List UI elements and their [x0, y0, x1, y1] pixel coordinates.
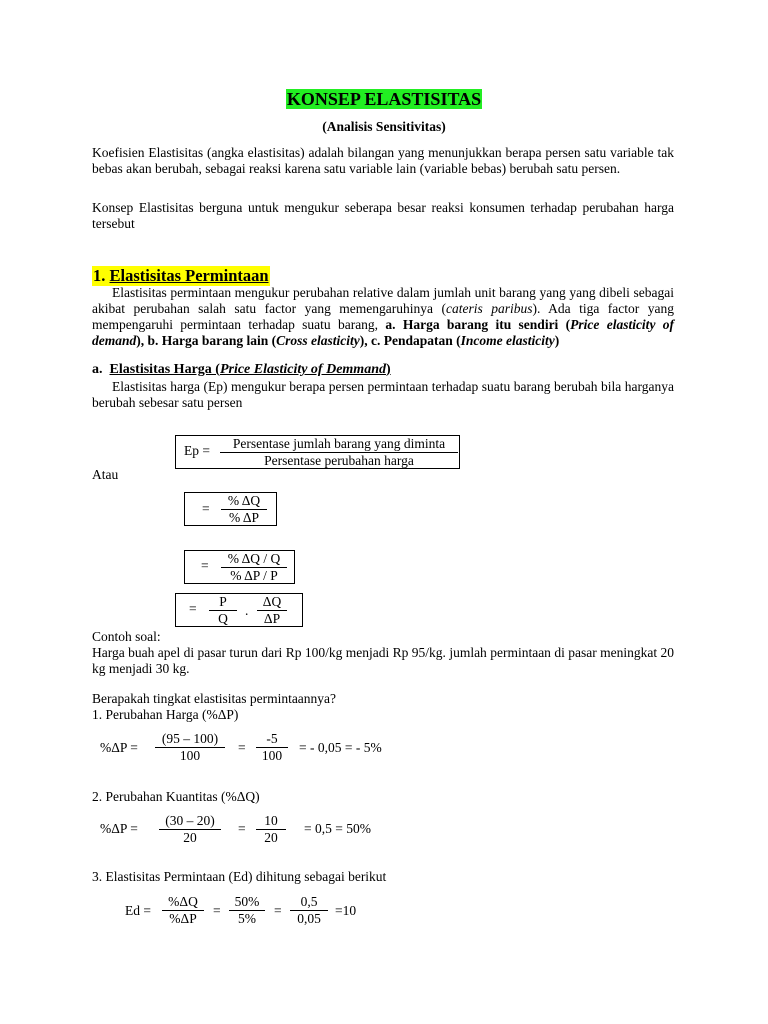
page-title: KONSEP ELASTISITAS: [286, 89, 482, 109]
step-3-label: 3. Elastisitas Permintaan (Ed) dihitung sebagai berikut: [92, 869, 387, 884]
subsection-a-heading: a. Elastisitas Harga (Price Elasticity of Demmand): [92, 362, 391, 377]
formula-3-eq: =: [201, 558, 209, 573]
formula-2-fraction: $\frac{\% \Delta Q}{\% \Delta P}$: [221, 493, 267, 526]
formula-4-dot: .: [245, 603, 249, 618]
formula-4-eq: =: [189, 601, 197, 616]
formula-ep-label: Ep =: [184, 443, 210, 458]
step-2-fraction-1: $\frac{(30 - 20)}{20}$: [159, 813, 221, 846]
step-1-fraction-2: $\frac{-5}{100}$: [256, 731, 288, 764]
step-3-lhs: Ed =: [125, 903, 151, 918]
subsection-a-body: Elastisitas harga (Ep) mengukur berapa persen permintaan terhadap suatu barang berubah bila harganya berubah sebesar satu persen: [92, 379, 674, 410]
example-label: Contoh soal:: [92, 629, 161, 644]
step-2-label: 2. Perubahan Kuantitas (%ΔQ): [92, 789, 260, 804]
step-1-label: 1. Perubahan Harga (%ΔP): [92, 707, 239, 722]
step-2-fraction-2: $\frac{10}{20}$: [256, 813, 286, 846]
step-2-eq: =: [238, 821, 246, 836]
intro-paragraph-2: Konsep Elastisitas berguna untuk mengukur seberapa besar reaksi konsumen terhadap perubahan harga tersebut: [92, 200, 674, 231]
step-1-eq: =: [238, 740, 246, 755]
intro-paragraph-1: Koefisien Elastisitas (angka elastisitas) adalah bilangan yang menunjukkan berapa persen satu variable tak bebas akan berubah, sebagai reaksi karena satu variable lain (variable bebas) berubah satu persen.: [92, 145, 674, 176]
step-1-result: = - 0,05 = - 5%: [299, 740, 382, 755]
section-1-body: Elastisitas permintaan mengukur perubahan relative dalam jumlah unit barang yang yang dibeli sebagai akibat perubahan salah satu factor yang memengaruhinya (cateris paribus). Ada tiga factor yang mempengaruhi permintaan terhadap suatu barang, a. Harga barang itu sendiri (Price elasticity of demand), b. Harga barang lain (Cross elasticity), c. Pendapatan (Income elasticity): [92, 285, 674, 348]
step-3-eq-2: =: [274, 903, 282, 918]
step-2-lhs: %ΔP =: [100, 821, 138, 836]
step-3-fraction-2: $\frac{50\%}{5\%}$: [229, 894, 265, 927]
formula-4-fraction-2: $\frac{\Delta Q}{\Delta P}$: [257, 594, 287, 627]
step-2-result: = 0,5 = 50%: [304, 821, 371, 836]
page-subtitle: (Analisis Sensitivitas): [322, 119, 446, 134]
formula-4-fraction-1: $\frac{P}{Q}$: [209, 594, 237, 627]
step-3-fraction-1: $\frac{\%\Delta Q}{\%\Delta P}$: [162, 894, 204, 927]
section-1-heading: 1. Elastisitas Permintaan: [93, 266, 269, 285]
step-1-fraction-1: $\frac{(95 - 100)}{100}$: [155, 731, 225, 764]
formula-3-fraction: $\frac{\% \Delta Q / Q}{\% \Delta P / P}$: [221, 551, 287, 584]
step-3-fraction-3: $\frac{0,5}{0,05}$: [290, 894, 328, 927]
step-3-eq-1: =: [213, 903, 221, 918]
formula-2-eq: =: [202, 501, 210, 516]
step-1-lhs: %ΔP =: [100, 740, 138, 755]
example-text: Harga buah apel di pasar turun dari Rp 100/kg menjadi Rp 95/kg. jumlah permintaan di pasar meningkat 20 kg menjadi 30 kg.: [92, 645, 674, 676]
atau-label: Atau: [92, 467, 119, 482]
step-3-result: =10: [335, 903, 357, 918]
example-question: Berapakah tingkat elastisitas permintaannya?: [92, 691, 337, 706]
formula-ep-fraction: Persentase jumlah barang yang diminta Persentase perubahan harga: [220, 436, 458, 469]
